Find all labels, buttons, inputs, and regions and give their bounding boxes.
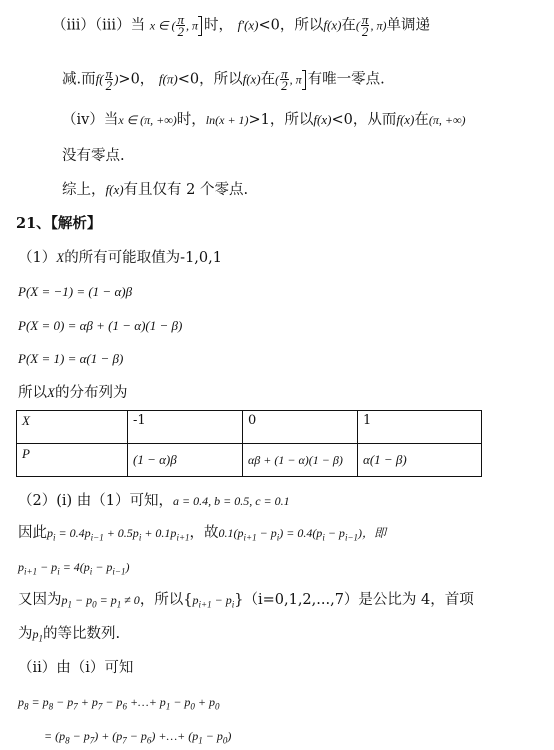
table-cell: (1 − α)β: [128, 444, 243, 477]
table-cell: P: [17, 444, 128, 477]
table-cell: 0: [243, 411, 358, 444]
text-line-again: 又因为$p_1 - p_0 = p_1 \ne 0$，所以$\{p_{i+1} - p_i\}(i=0,1,2,...,7)$是公比为 4，首项: [18, 592, 474, 610]
equation-p-neg1: P(X = −1) = (1 − α)β: [18, 284, 133, 299]
text-line-summary: 综上，f(x)有且仅有 2 个零点.: [62, 182, 249, 198]
text-line-iii: （iii）（iii）当 x ∈ ( $\frac{\pi}{2}$ , π 时， f′(x)<0，所以f(x)在( $\frac{\pi}{2}$ , π)单调递: [52, 12, 430, 39]
bracket: [198, 16, 202, 36]
equation-p-1: P(X = 1) = α(1 − β): [18, 351, 124, 366]
table-cell: X: [17, 411, 128, 444]
equation-p-0: P(X = 0) = αβ + (1 − α)(1 − β): [18, 318, 183, 333]
equation-recurrence: $p_{i+1} - p_i = 4(p_i - p_{i-1})$: [18, 560, 130, 577]
table-row: [17, 411, 482, 444]
fraction: $\frac{\pi}{2}$: [177, 12, 184, 39]
section-heading: 21、【解析】: [16, 215, 102, 232]
text-line-dist-intro: 所以X的分布列为: [18, 385, 128, 401]
table-cell: αβ + (1 − α)(1 − β): [243, 444, 358, 477]
table-cell: α(1 − β): [358, 444, 482, 477]
text-line-q2ii: （ii）由（i）可知: [18, 660, 134, 676]
text-line-q1: （1）X的所有可能取值为-1,0,1: [18, 250, 222, 266]
text-line-first-term: 为$p_1$的等比数列.: [18, 626, 121, 644]
table-cell: 1: [358, 411, 482, 444]
text-line-decreasing: 减.而f( $\frac{\pi}{2}$ )>0， f(π)<0，所以f(x)在( $\frac{\pi}{2}$ , π 有唯一零点.: [62, 66, 385, 93]
table-cell: -1: [128, 411, 243, 444]
text-line-iv: （iv）当x ∈ (π, +∞)时，ln(x + 1)>1，所以f(x)<0，从而f(x)在(π, +∞): [62, 112, 466, 128]
text-line-therefore: 因此$p_i = 0.4p_{i-1} + 0.5p_i + 0.1p_{i+1}$，故$0.1(p_{i+1} - p_i) = 0.4(p_i - p_{i-1})$，即: [18, 525, 387, 543]
equation-sum-1: $p_8 = p_8 - p_7 + p_7 - p_6$ +…+ $p_1 - p_0 + p_0$: [18, 695, 220, 712]
text-line-q2i: （2）(i) 由（1）可知，a = 0.4, b = 0.5, c = 0.1: [18, 493, 290, 509]
equation-sum-2: = $(p_8 - p_7) + (p_7 - p_6)$ +…+ $(p_1 - p_0)$: [44, 729, 232, 746]
distribution-table: [16, 410, 482, 477]
text-line-no-zero: 没有零点.: [62, 148, 125, 164]
table-row: [17, 444, 482, 477]
